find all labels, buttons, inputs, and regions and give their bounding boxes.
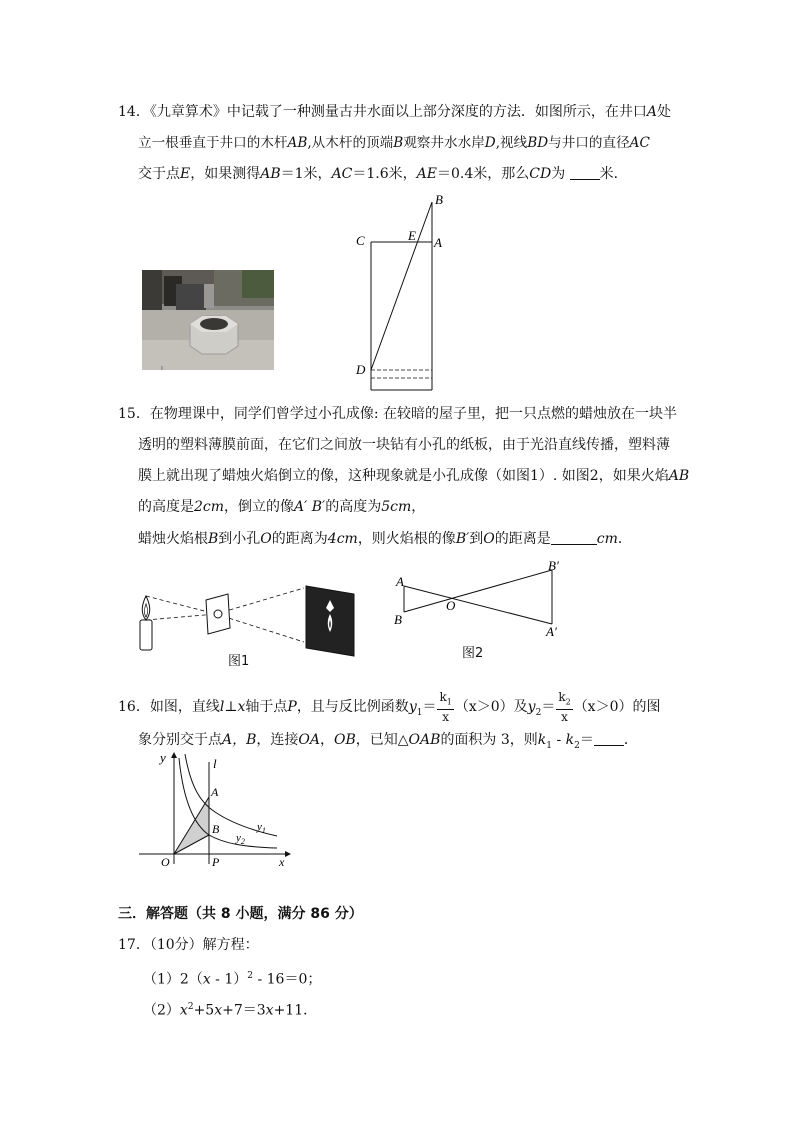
q14-line2: 立一根垂直于井口的木杆AB,从木杆的顶端B观察井水水岸D,视线BD与井口的直径AC bbox=[138, 135, 650, 151]
fraction-k1-over-x: $\frac{k_1}{x}$ bbox=[439, 690, 452, 725]
label-A: A bbox=[434, 235, 442, 250]
fraction-k2-over-x: $\frac{k_2}{x}$ bbox=[558, 690, 571, 725]
q14-well-diagram bbox=[350, 192, 460, 397]
label-E: E bbox=[408, 228, 416, 243]
label-D: D bbox=[356, 362, 366, 377]
fig2-label-Bp: B′ bbox=[548, 560, 559, 573]
q16-line1: 16．如图，直线l⊥x轴于点P，且与反比例函数$y_1=$ $\frac{k_1}{x}$ （x＞0）及$y_2=$ $\frac{k_2}{x}$ （x＞0）的图 bbox=[118, 690, 661, 725]
answer-blank-15[interactable] bbox=[551, 530, 597, 545]
candle-body bbox=[140, 620, 152, 650]
q16-line2: 象分别交于点A，B，连接OA，OB，已知△OAB的面积为 3，则$k_1 - k_2=$ ． bbox=[138, 732, 638, 751]
ray-B-Bp bbox=[404, 570, 552, 612]
graph-label-y2: $y_2$ bbox=[236, 832, 245, 846]
q15-line5: 蜡烛火焰根B到小孔O的距离为4cm，则火焰根的像B′到O的距离是 cm． bbox=[138, 531, 632, 547]
graph-label-y1: $y_1$ bbox=[257, 821, 266, 835]
q14-line3: 交于点E，如果测得AB＝1米，AC＝1.6米，AE＝0.4米，那么CD为 米． bbox=[138, 166, 628, 182]
section-3-title: 三．解答题（共 8 小题，满分 86 分） bbox=[118, 906, 363, 922]
answer-blank-16[interactable] bbox=[594, 731, 624, 746]
graph-label-l: l bbox=[213, 756, 217, 771]
pinhole bbox=[214, 610, 222, 618]
fig2-label-A: A bbox=[396, 574, 404, 589]
well-photo bbox=[142, 270, 274, 370]
ray-A-Ap bbox=[404, 586, 552, 624]
fig2-caption: 图2 bbox=[462, 646, 484, 661]
q15-figure2 bbox=[390, 560, 575, 640]
q15-line2: 透明的塑料薄膜前面，在它们之间放一块钻有小孔的纸板，由于光沿直线传播，塑料薄 bbox=[138, 437, 670, 453]
graph-label-y: y bbox=[160, 750, 166, 765]
graph-label-x: x bbox=[279, 855, 285, 866]
y-axis-arrow bbox=[171, 752, 177, 758]
q15-line4: 的高度是2cm，倒立的像A′ B′的高度为5cm， bbox=[138, 499, 426, 515]
fig2-label-Ap: A′ bbox=[546, 624, 557, 639]
label-C: C bbox=[356, 233, 365, 248]
q15-line1: 15．在物理课中，同学们曾学过小孔成像: 在较暗的屋子里，把一只点燃的蜡烛放在一块半 bbox=[118, 406, 677, 422]
q14-line1: 14．《九章算术》中记载了一种测量古井水面以上部分深度的方法．如图所示，在井口A处 bbox=[118, 104, 671, 120]
q17-item1: （1）2（x - 1）$^2$ - 16＝0； bbox=[143, 971, 322, 988]
graph-label-P: P bbox=[212, 855, 220, 866]
graph-label-B: B bbox=[212, 822, 220, 836]
fig2-label-B: B bbox=[394, 612, 402, 627]
answer-blank-14[interactable] bbox=[570, 165, 600, 180]
fig1-caption: 图1 bbox=[228, 654, 250, 669]
q16-graph bbox=[135, 748, 295, 866]
fig2-label-O: O bbox=[446, 598, 456, 613]
q17-item2: $(2)x^2+5x+7=3x+11$． bbox=[143, 1002, 318, 1019]
graph-label-O: O bbox=[161, 855, 170, 866]
sightline-BD bbox=[371, 202, 432, 370]
q17-header: 17．（10分）解方程： bbox=[118, 937, 259, 953]
label-B: B bbox=[435, 192, 443, 207]
x-axis-arrow bbox=[285, 851, 291, 857]
q15-line3: 膜上就出现了蜡烛火焰倒立的像，这种现象就是小孔成像（如图1）. 如图2，如果火焰AB bbox=[138, 468, 690, 484]
graph-label-A: A bbox=[211, 785, 219, 799]
